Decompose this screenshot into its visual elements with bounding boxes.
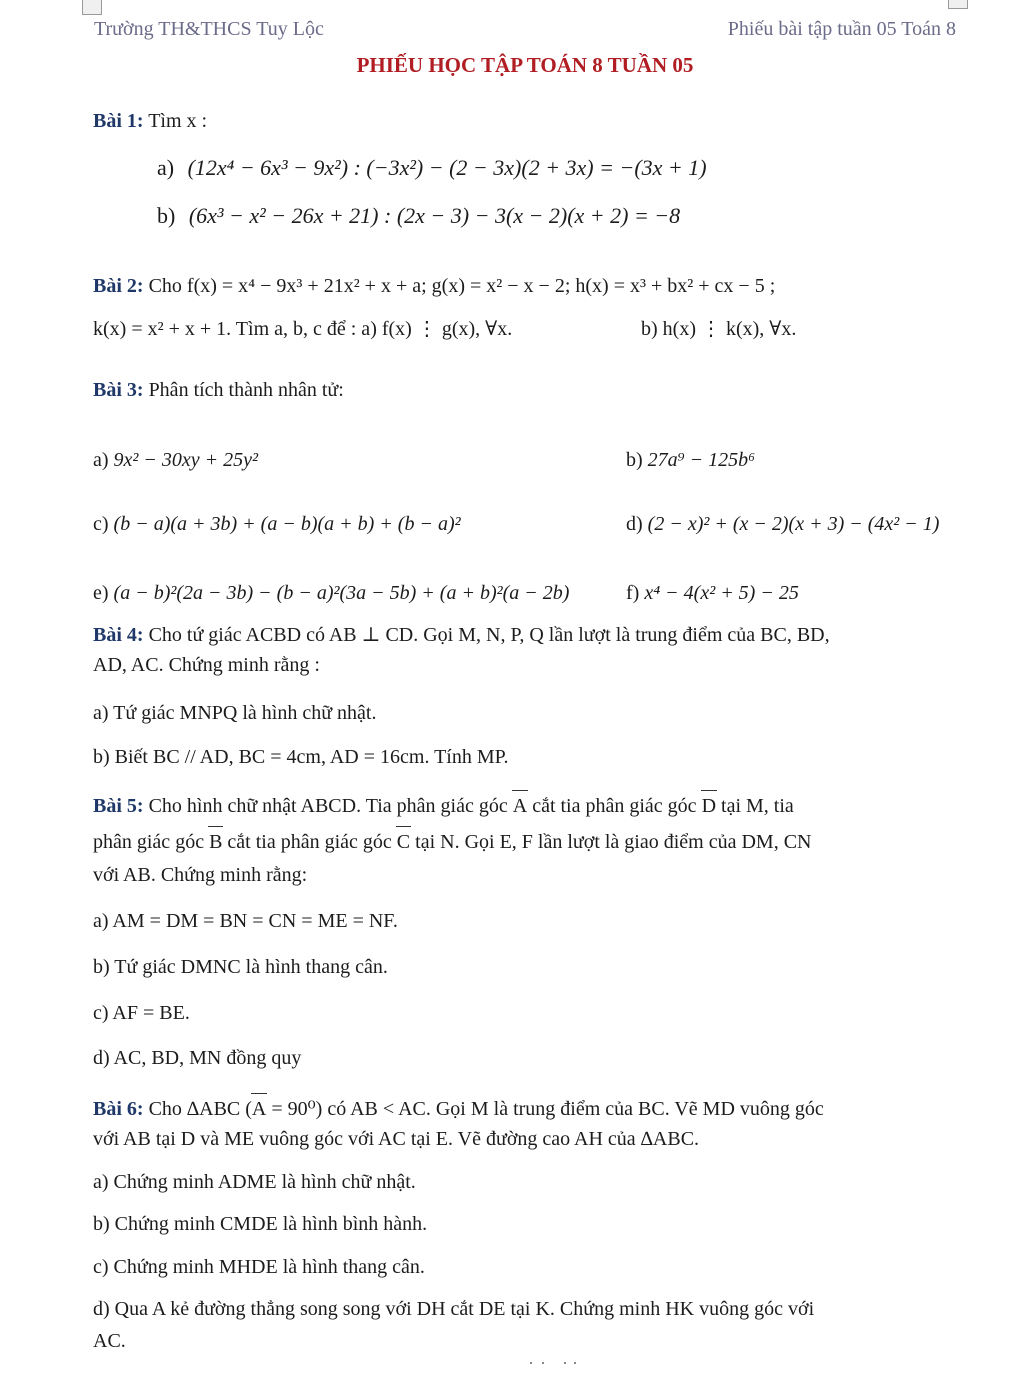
bai5-l1-a: Cho hình chữ nhật ABCD. Tia phân giác góc <box>148 795 513 817</box>
bai1-a-marker: a) <box>157 155 175 180</box>
bai3-e <box>93 581 569 605</box>
bai3-b-marker: b) <box>626 449 643 471</box>
page-title: PHIẾU HỌC TẬP TOÁN 8 TUẦN 05 <box>356 53 694 77</box>
bai4-line1-text: Cho tứ giác ACBD có AB ⊥ CD. Gọi M, N, P, Q lần lượt là trung điểm của BC, BD, <box>148 624 830 646</box>
bai4-label: Bài 4: <box>93 624 144 646</box>
header-school: Trường TH&THCS Tuy Lộc <box>94 18 324 40</box>
bai1-b-marker: b) <box>157 203 176 228</box>
angle-B: B <box>209 831 223 853</box>
bai5-a: a) AM = DM = BN = CN = ME = NF. <box>93 910 398 932</box>
angle-C: C <box>396 831 411 853</box>
bai4-a: a) Tứ giác MNPQ là hình chữ nhật. <box>93 702 377 724</box>
bai6-label: Bài 6: <box>93 1098 144 1120</box>
bai5-l2-a: phân giác góc <box>93 831 210 853</box>
bai5-line2 <box>93 830 812 854</box>
bai6-d-line2: AC. <box>93 1330 126 1352</box>
bai3-prompt: Phân tích thành nhân tử: <box>148 379 344 401</box>
bai6-l1-b: = 90⁰) có AB < AC. Gọi M là trung điểm của BC. Vẽ MD vuông góc <box>266 1098 824 1120</box>
bai3-c-expr: (b − a)(a + 3b) + (a − b)(a + b) + (b − a)² <box>113 513 461 535</box>
bai2-line2-a: k(x) = x² + x + 1. Tìm a, b, c để : a) f(x) ⋮ g(x), ∀x. <box>93 318 513 340</box>
bai5-b: b) Tứ giác DMNC là hình thang cân. <box>93 956 388 978</box>
bai1-b-expr: (6x³ − x² − 26x + 21) : (2x − 3) − 3(x − 2)(x + 2) = −8 <box>188 203 681 228</box>
bai3-heading <box>93 378 344 402</box>
bai4-b: b) Biết BC // AD, BC = 4cm, AD = 16cm. Tính MP. <box>93 746 509 768</box>
bai3-f <box>626 581 799 605</box>
bai3-b <box>626 448 755 472</box>
bai1-b <box>157 203 680 229</box>
bai3-d-marker: d) <box>626 513 643 535</box>
bai2-line2-b: b) h(x) ⋮ k(x), ∀x. <box>641 318 797 340</box>
bai6-c: c) Chứng minh MHDE là hình thang cân. <box>93 1256 425 1278</box>
bai6-a: a) Chứng minh ADME là hình chữ nhật. <box>93 1171 416 1193</box>
bai3-c-marker: c) <box>93 513 109 535</box>
bai3-a-expr: 9x² − 30xy + 25y² <box>113 449 259 471</box>
bai3-f-expr: x⁴ − 4(x² + 5) − 25 <box>644 582 799 604</box>
header-sheet-name: Phiếu bài tập tuần 05 Toán 8 <box>727 18 956 40</box>
bai5-l2-b: cắt tia phân giác góc <box>222 831 397 853</box>
bai3-e-marker: e) <box>93 582 109 604</box>
bai5-d: d) AC, BD, MN đồng quy <box>93 1047 302 1069</box>
bai1-a-expr: (12x⁴ − 6x³ − 9x²) : (−3x²) − (2 − 3x)(2 + 3x) = −(3x + 1) <box>187 155 707 180</box>
scan-artifact-dots <box>530 1362 590 1368</box>
bai3-b-expr: 27a⁹ − 125b⁶ <box>647 449 756 471</box>
bai1-a <box>157 155 707 181</box>
bai1-prompt: Tìm x : <box>148 110 208 132</box>
bai3-a-marker: a) <box>93 449 109 471</box>
bai5-line3: với AB. Chứng minh rằng: <box>93 864 308 886</box>
angle-D: D <box>701 795 717 817</box>
bai5-label: Bài 5: <box>93 795 144 817</box>
angle-A: A <box>512 795 528 817</box>
bai3-label: Bài 3: <box>93 379 144 401</box>
bai2-line1-text: Cho f(x) = x⁴ − 9x³ + 21x² + x + a; g(x) = x² − x − 2; h(x) = x³ + bx² + cx − 5 ; <box>148 275 776 297</box>
bai5-c: c) AF = BE. <box>93 1002 190 1024</box>
bai6-line2: với AB tại D và ME vuông góc với AC tại E. Vẽ đường cao AH của ∆ABC. <box>93 1128 700 1150</box>
bai1-heading <box>93 109 207 133</box>
bai5-line1 <box>93 794 794 818</box>
bai4-line2: AD, AC. Chứng minh rằng : <box>93 654 320 676</box>
bai6-l1-a: Cho ∆ABC ( <box>148 1098 252 1120</box>
angle-A-triangle: A <box>251 1098 267 1120</box>
bai1-label: Bài 1: <box>93 110 144 132</box>
page-corner-marker-right <box>948 0 968 9</box>
bai2-line1 <box>93 274 775 298</box>
bai3-e-expr: (a − b)²(2a − 3b) − (b − a)²(3a − 5b) + (a + b)²(a − 2b) <box>113 582 570 604</box>
bai6-b: b) Chứng minh CMDE là hình bình hành. <box>93 1213 428 1235</box>
bai3-a <box>93 448 258 472</box>
bai4-line1 <box>93 623 830 647</box>
bai5-l1-b: cắt tia phân giác góc <box>527 795 702 817</box>
bai5-l2-c: tại N. Gọi E, F lần lượt là giao điểm của DM, CN <box>410 831 812 853</box>
bai2-label: Bài 2: <box>93 275 144 297</box>
bai3-d-expr: (2 − x)² + (x − 2)(x + 3) − (4x² − 1) <box>647 513 940 535</box>
bai3-d <box>626 512 939 536</box>
bai6-d-line1: d) Qua A kẻ đường thẳng song song với DH cắt DE tại K. Chứng minh HK vuông góc với <box>93 1298 815 1320</box>
page-corner-marker-left <box>82 0 102 15</box>
bai5-l1-c: tại M, tia <box>716 795 794 817</box>
bai3-f-marker: f) <box>626 582 640 604</box>
bai3-c <box>93 512 461 536</box>
bai6-line1 <box>93 1097 824 1121</box>
